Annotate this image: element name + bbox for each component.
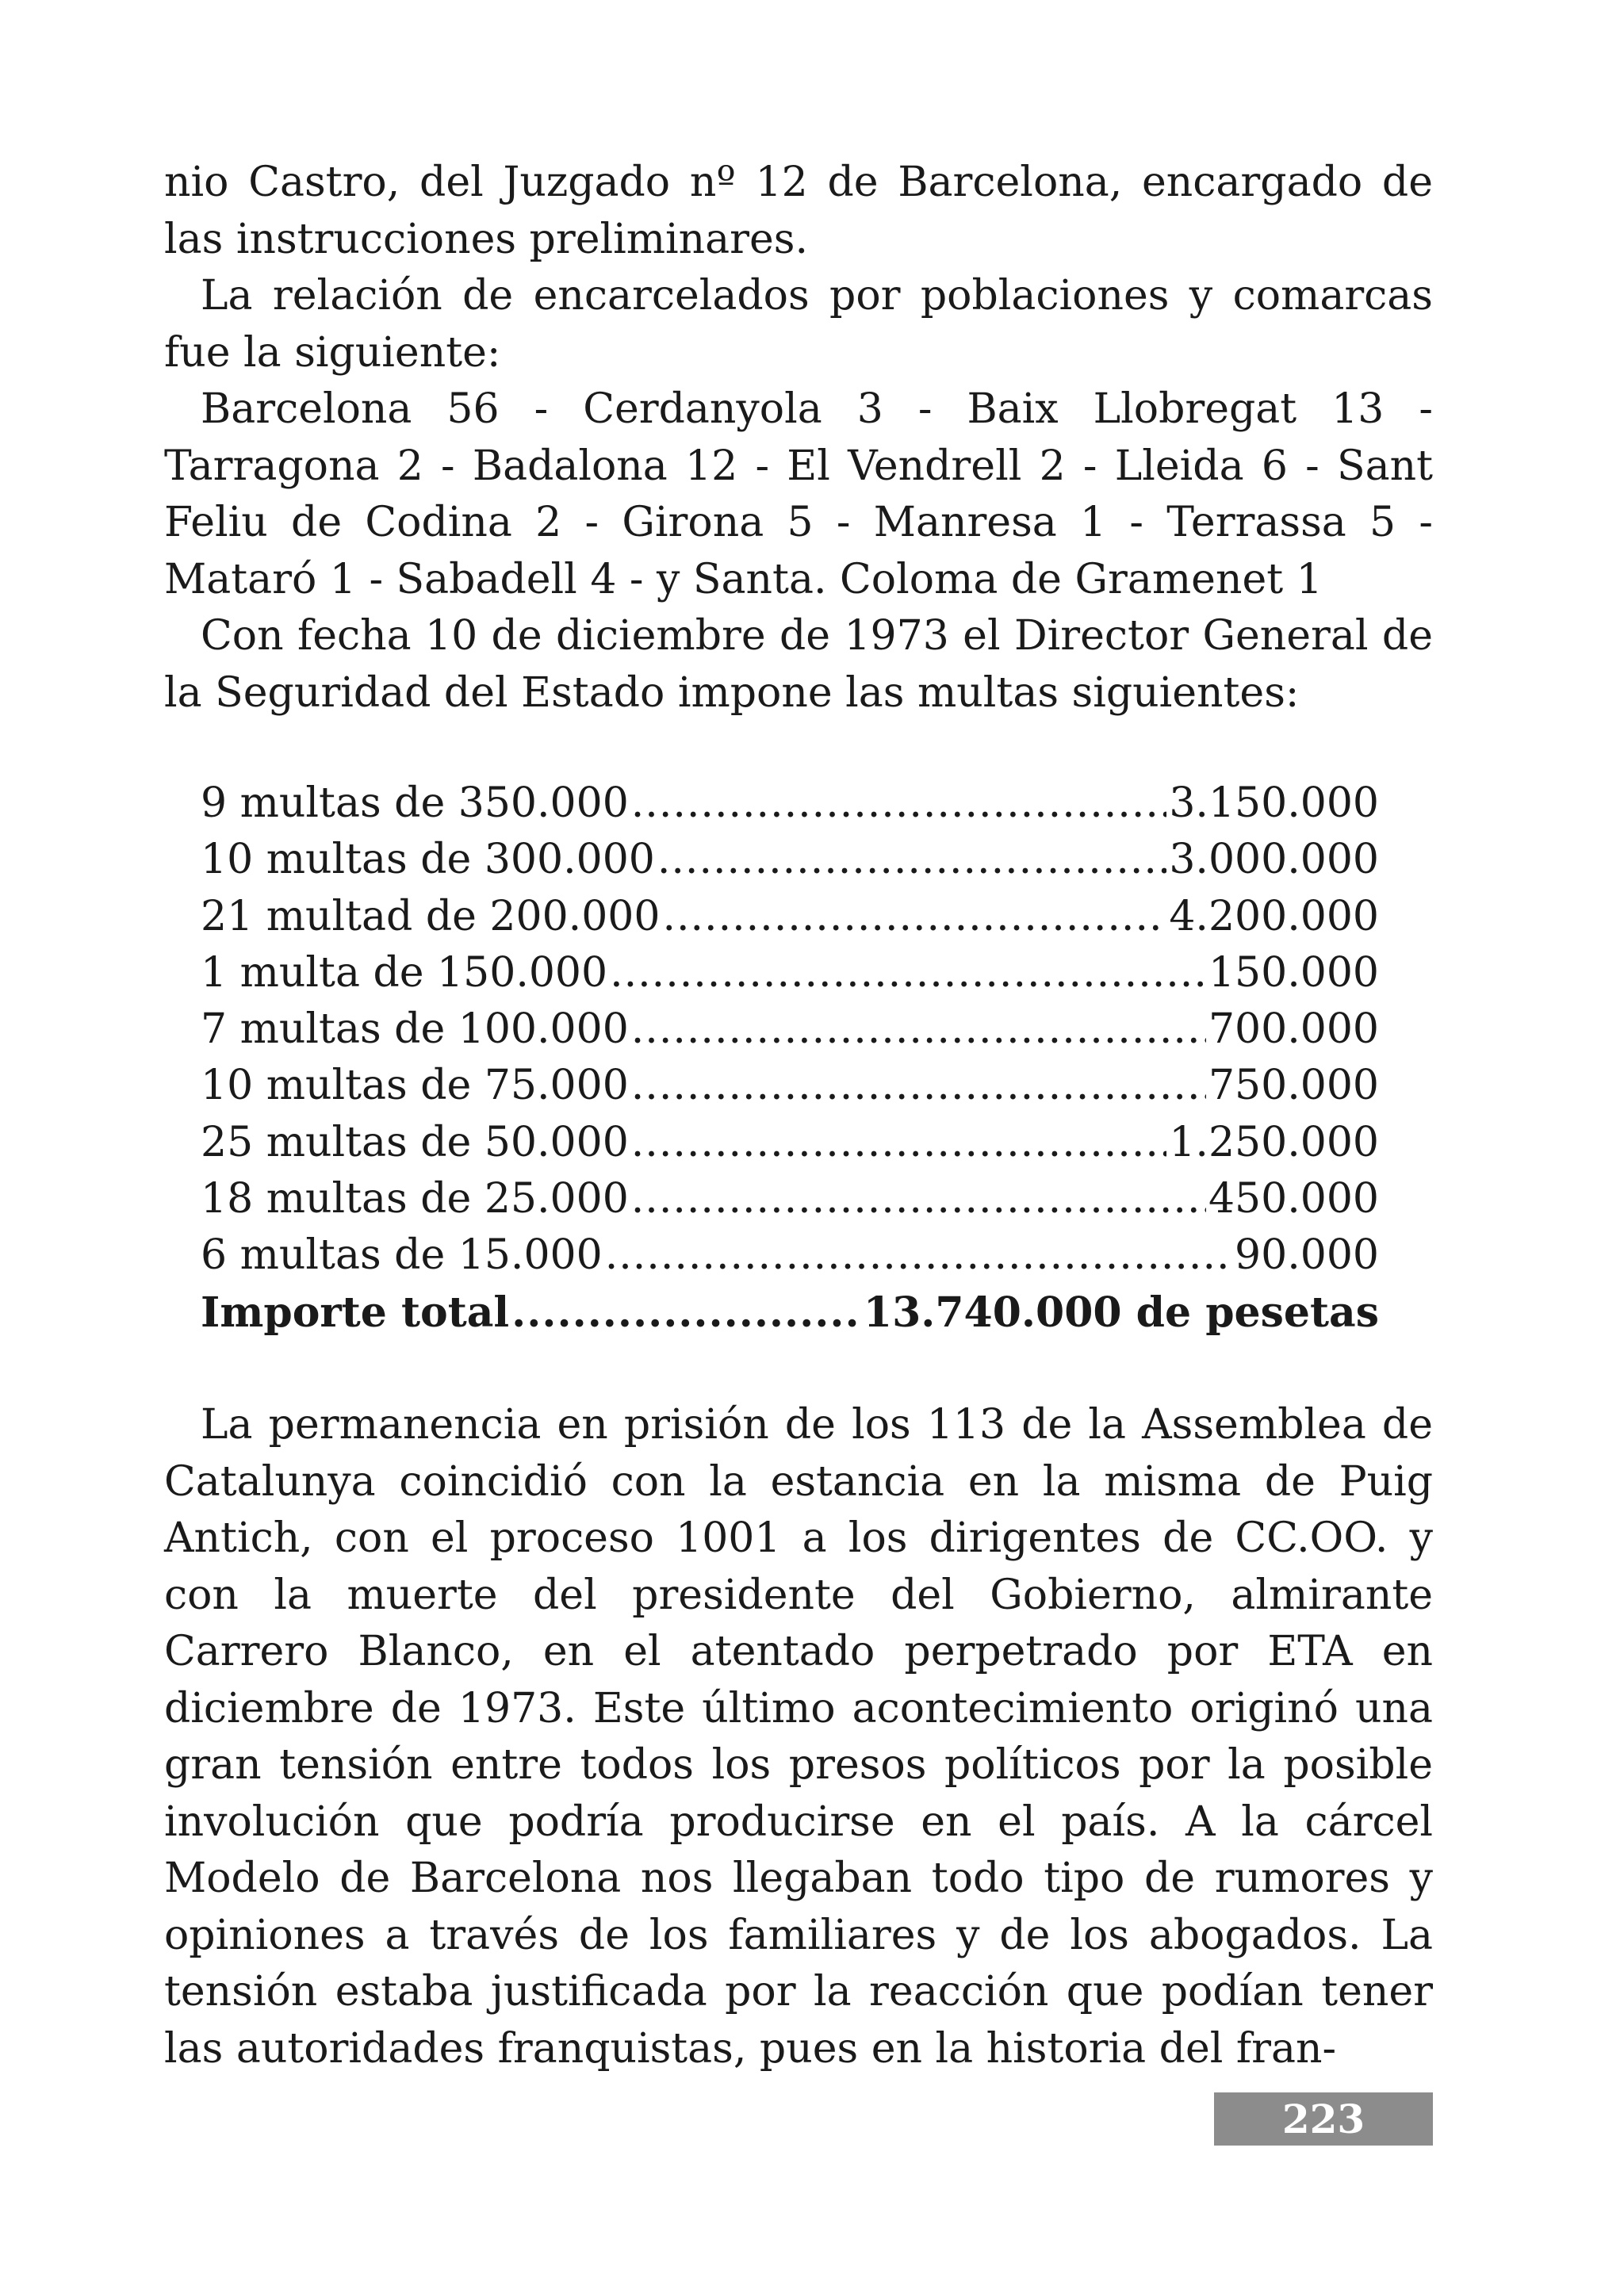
dot-leader: [662, 889, 1166, 945]
fine-value: 90.000: [1235, 1231, 1379, 1280]
dot-leader: [657, 832, 1166, 888]
fine-label: 7 multas de 100.000: [201, 1005, 629, 1054]
paragraph-fines-intro: Con fecha 10 de diciembre de 1973 el Director General de la Seguridad del Estado impone las multas siguientes:: [164, 612, 1433, 717]
paragraph-prison-tension: La permanencia en prisión de los 113 de la Assemblea de Catalunya coincidió con la estancia en la misma de Puig Antich, con el proceso 1001 a los dirigentes de CC.OO. y con la muerte del presidente del Gobierno, almirante Carrero Blanco, en el atentado perpetrado por ETA en diciembre de 1973. Este último acontecimiento originó una gran tensión entre todos los presos políticos por la posible involución que podría producirse en el país. A la cárcel Modelo de Barcelona nos llegaban todo tipo de rumores y opiniones a través de los familiares y de los abogados. La tensión estaba justificada por la reacción que podían tener las autoridades franquistas, pues en la historia del fran-: [164, 1401, 1433, 2073]
paragraph-prisoners-by-town: Barcelona 56 - Cerdanyola 3 - Baix Llobregat 13 - Tarragona 2 - Badalona 12 - El Vendrell 2 - Lleida 6 - Sant Feliu de Codina 2 - Girona 5 - Manresa 1 - Terrassa 5 - Mataró 1 - Sabadell 4 - y Santa. Coloma de Gramenet 1: [164, 385, 1433, 603]
dot-leader: [631, 1115, 1167, 1171]
fine-label: 9 multas de 350.000: [201, 779, 629, 827]
fine-value: 1.250.000: [1169, 1118, 1379, 1166]
fines-list: [201, 775, 1379, 1341]
fine-label: 21 multad de 200.000: [201, 892, 661, 940]
fine-label: 6 multas de 15.000: [201, 1231, 603, 1280]
fine-row: [201, 832, 1379, 888]
dot-leader: [605, 1227, 1232, 1284]
fine-value: 3.150.000: [1169, 779, 1379, 827]
fine-row: [201, 775, 1379, 832]
fine-value: 450.000: [1208, 1175, 1379, 1223]
fine-label: 25 multas de 50.000: [201, 1118, 629, 1166]
fine-row: [201, 945, 1379, 1001]
total-row: [201, 1284, 1379, 1341]
fine-label: 10 multas de 75.000: [201, 1062, 629, 1110]
fine-value: 150.000: [1208, 948, 1379, 997]
fine-value: 3.000.000: [1169, 836, 1379, 884]
total-value: 13.740.000 de pesetas: [863, 1288, 1379, 1337]
bottom-text-block: [164, 1397, 1433, 2077]
dot-leader: [631, 1001, 1206, 1058]
fine-value: 750.000: [1208, 1062, 1379, 1110]
dot-leader: [511, 1284, 861, 1341]
fine-row: [201, 1001, 1379, 1058]
fine-row: [201, 1227, 1379, 1284]
fine-row: [201, 1115, 1379, 1171]
fine-value: 4.200.000: [1169, 892, 1379, 940]
fine-label: 10 multas de 300.000: [201, 836, 655, 884]
fine-row: [201, 889, 1379, 945]
dot-leader: [631, 1058, 1206, 1114]
page-number-badge: 223: [1214, 2092, 1433, 2146]
paragraph-relation-intro: La relación de encarcelados por poblaciones y comarcas fue la siguiente:: [164, 272, 1433, 377]
total-label: Importe total: [201, 1288, 510, 1337]
dot-leader: [631, 1171, 1206, 1227]
fine-row: [201, 1171, 1379, 1227]
fine-row: [201, 1058, 1379, 1114]
fine-value: 700.000: [1208, 1005, 1379, 1054]
paragraph-continuation: nio Castro, del Juzgado nº 12 de Barcelona, encargado de las instrucciones preliminares.: [164, 159, 1433, 263]
dot-leader: [631, 775, 1167, 832]
top-text-block: [164, 155, 1433, 722]
fine-label: 1 multa de 150.000: [201, 948, 608, 997]
dot-leader: [610, 945, 1206, 1001]
fine-label: 18 multas de 25.000: [201, 1175, 629, 1223]
